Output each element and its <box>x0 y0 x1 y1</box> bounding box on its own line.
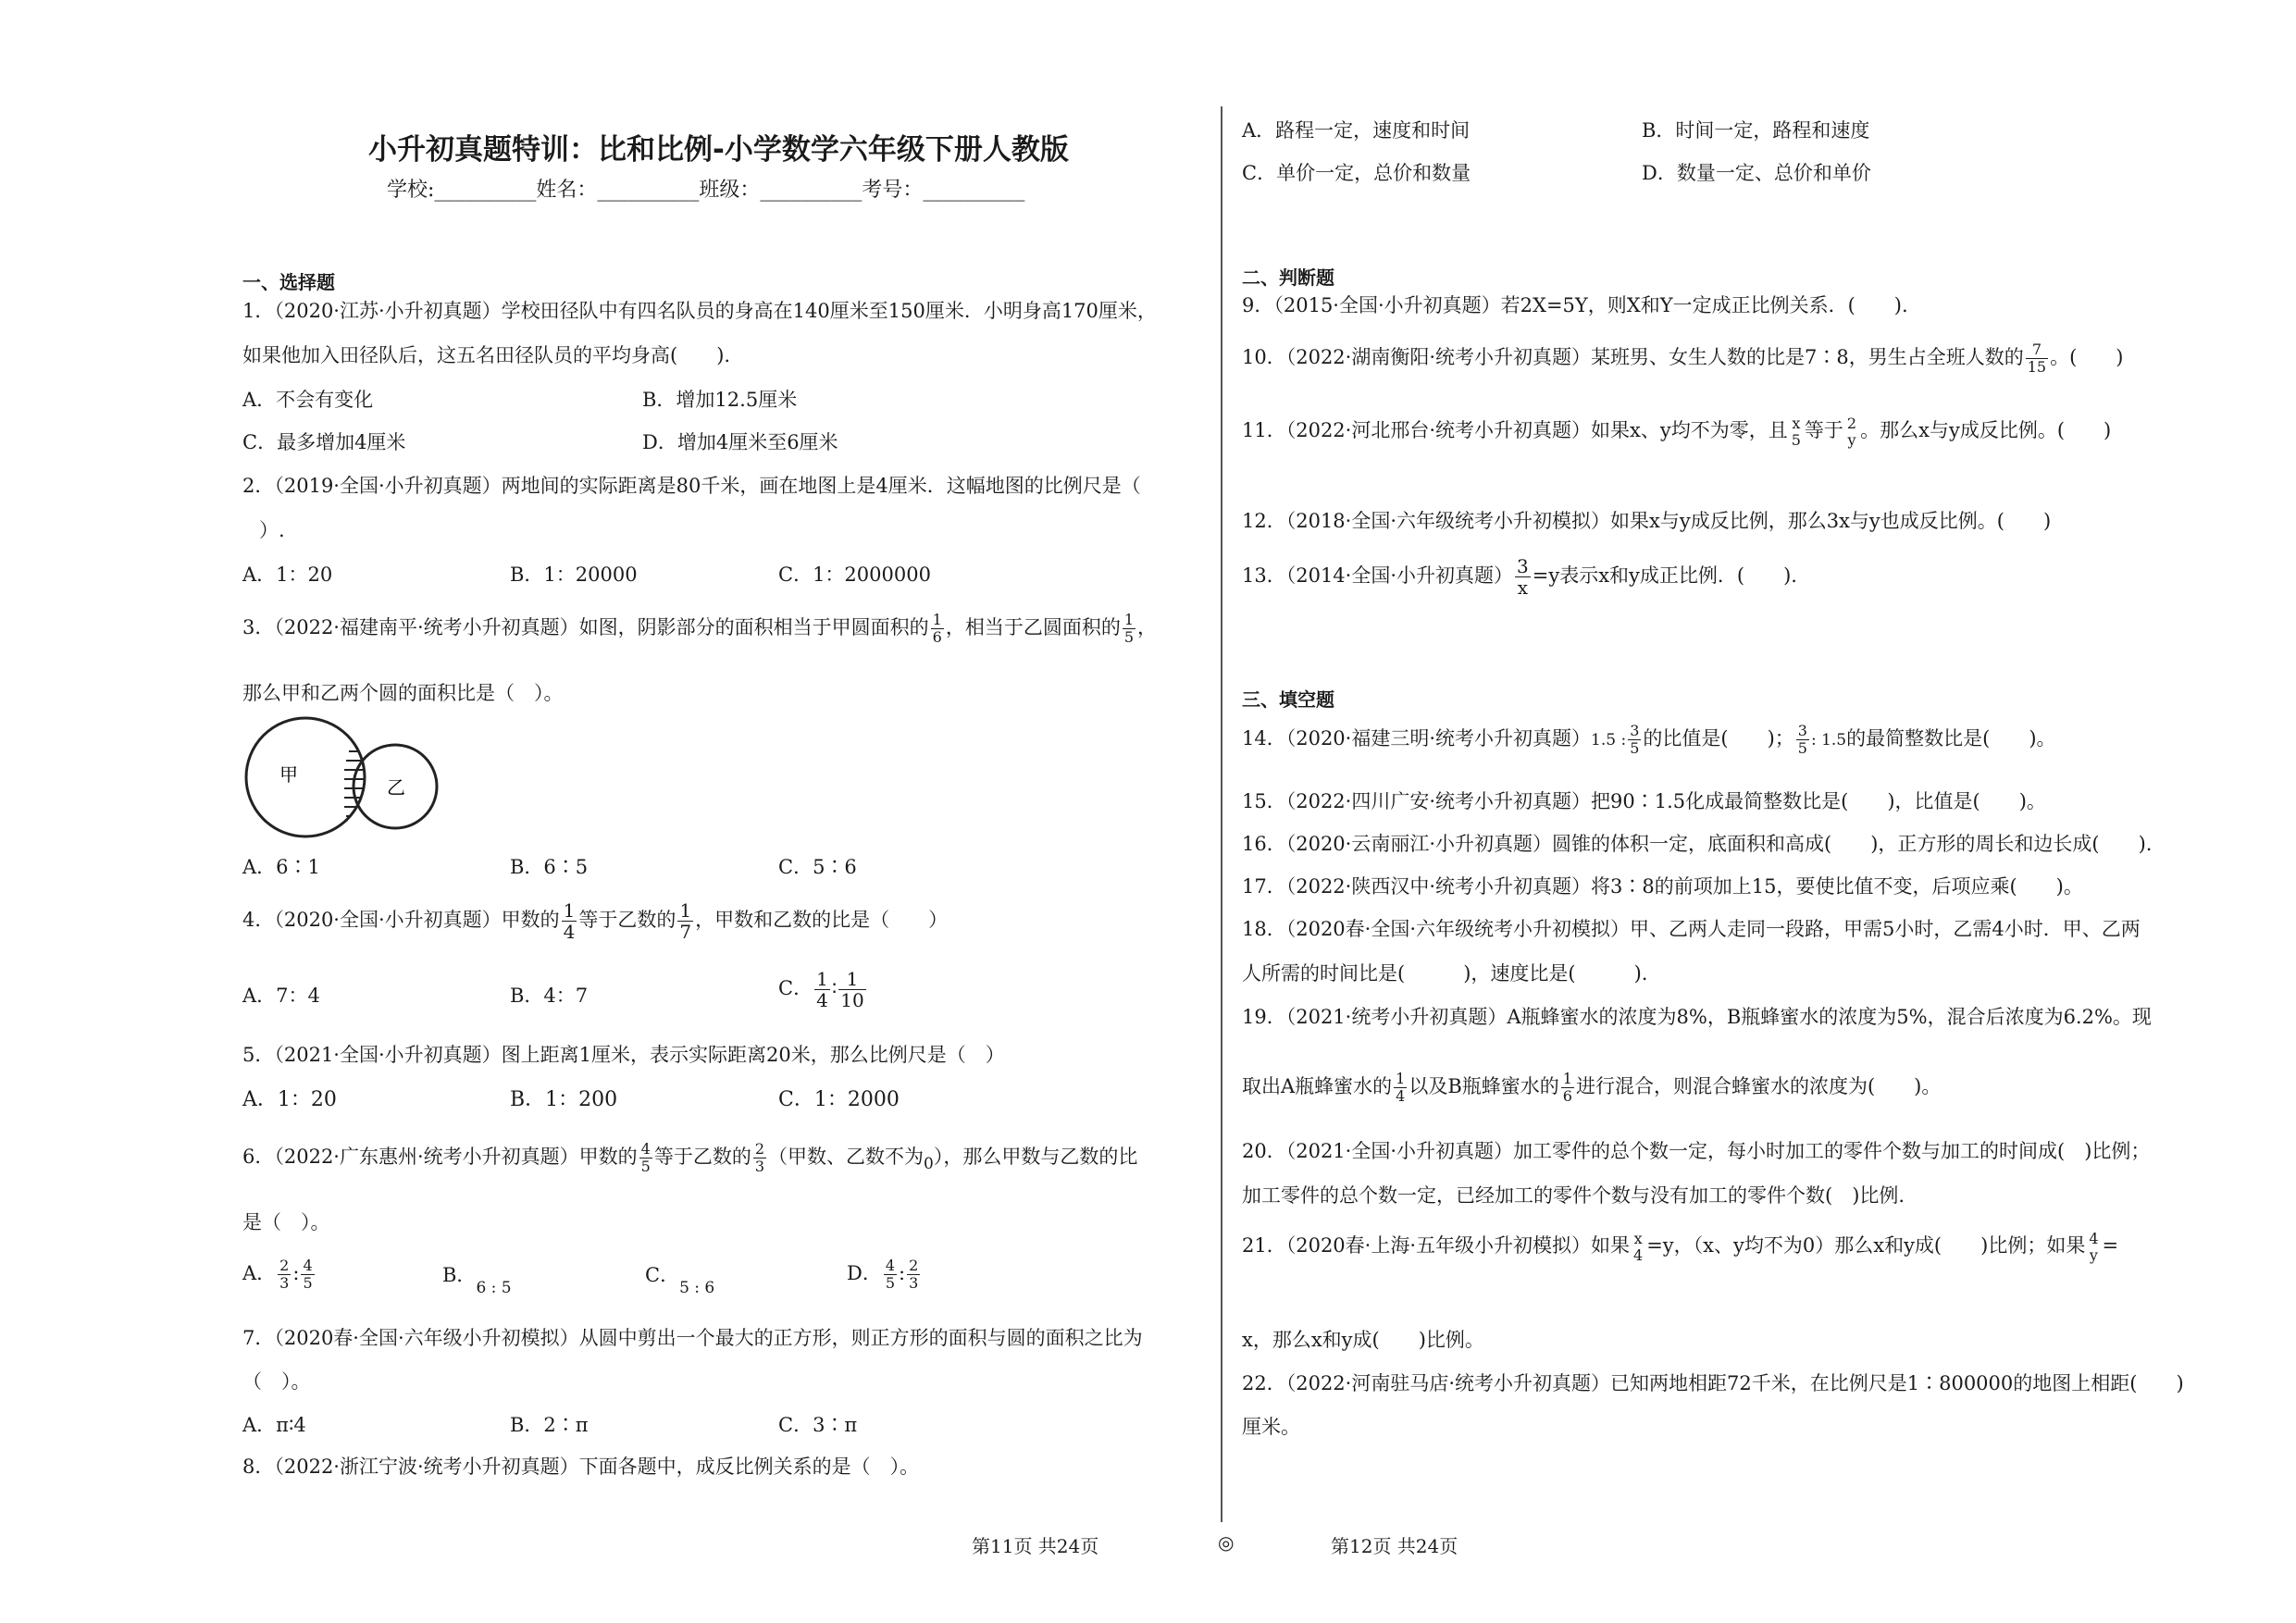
q1-stem-2: 如果他加入田径队后，这五名田径队员的平均身高( ). <box>242 344 731 366</box>
q7-option-a[interactable]: A．π∶4 <box>242 1414 306 1436</box>
q8-option-d[interactable]: D．数量一定、总价和单价 <box>1642 162 1871 184</box>
q18-stem-2: 人所需的时间比是( )，速度比是( ). <box>1242 962 1648 985</box>
q20-stem-2: 加工零件的总个数一定，已经加工的零件个数与没有加工的零件个数( )比例. <box>1242 1184 1905 1207</box>
q1-option-d[interactable]: D．增加4厘米至6厘米 <box>642 431 838 453</box>
q8-option-a[interactable]: A．路程一定，速度和时间 <box>1242 119 1471 142</box>
footer-page-right: 第12页 共24页 <box>1331 1535 1458 1557</box>
q1-option-b[interactable]: B．增加12.5厘米 <box>642 389 798 411</box>
q3-option-c[interactable]: C．5∶6 <box>778 856 857 878</box>
q7-option-b[interactable]: B．2∶π <box>510 1414 589 1436</box>
q1-stem: 1．（2020·江苏·小升初真题）学校田径队中有四名队员的身高在140厘米至150厘米．小明身高170厘米， <box>242 300 1157 322</box>
q2-option-b[interactable]: B．1：20000 <box>510 564 638 586</box>
section-choice-heading: 一、选择题 <box>242 271 335 293</box>
q12-stem: 12．（2018·全国·六年级统考小升初模拟）如果x与y成反比例，那么3x与y也成反比例。( ) <box>1242 510 2052 532</box>
q13-fraction: $\frac{3}{x}$ <box>1517 555 1529 599</box>
section-judge-heading: 二、判断题 <box>1242 266 1334 289</box>
circle-jia <box>246 718 365 836</box>
q5-option-b[interactable]: B．1：200 <box>510 1088 618 1111</box>
q3-venn-figure <box>242 714 439 840</box>
q19-stem: 19．（2021·统考小升初真题）A瓶蜂蜜水的浓度为8%，B瓶蜂蜜水的浓度为5%，混合后浓度为6.2%。现 <box>1242 1006 2152 1028</box>
q19-stem-2: 取出A瓶蜂蜜水的 $\frac{1}{4}$ 以及B瓶蜂蜜水的 $\frac{1}{6}$ 进行混合，则混合蜂蜜水的浓度为( )。 <box>1242 1070 1942 1105</box>
q5-stem: 5．（2021·全国·小升初真题）图上距离1厘米，表示实际距离20米，那么比例尺是（ ） <box>242 1044 1005 1066</box>
q6-fraction-1: $\frac{4}{5}$ <box>640 1140 651 1175</box>
q10-stem: 10．（2022·湖南衡阳·统考小升初真题）某班男、女生人数的比是7∶8，男生占全班人数的 $\frac{7}{15}$ 。( ) <box>1242 341 2124 376</box>
q5-option-c[interactable]: C．1：2000 <box>778 1088 900 1111</box>
q11-fraction-1: x 5 <box>1791 414 1801 449</box>
label-yi: 乙 <box>387 776 405 799</box>
q1-option-c[interactable]: C．最多增加4厘米 <box>242 431 406 453</box>
q16-stem: 16．（2020·云南丽江·小升初真题）圆锥的体积一定，底面积和高成( )，正方形的周长和边长成( ). <box>1242 833 2153 855</box>
q22-stem-2: 厘米。 <box>1242 1416 1300 1438</box>
q3-fraction-2: $\frac{1}{5}$ <box>1123 611 1135 646</box>
q3-stem-2: 那么甲和乙两个圆的面积比是（ ）。 <box>242 682 564 704</box>
label-jia: 甲 <box>279 763 298 786</box>
q4-fraction-1: $\frac{1}{4}$ <box>563 899 576 943</box>
q22-stem: 22．（2022·河南驻马店·统考小升初真题）已知两地相距72千米，在比例尺是1∶800000的地图上相距( ) <box>1242 1372 2184 1394</box>
q8-option-b[interactable]: B．时间一定，路程和速度 <box>1642 119 1870 142</box>
q9-stem: 9．（2015·全国·小升初真题）若2X=5Y，则X和Y一定成正比例关系．( ). <box>1242 294 1908 316</box>
q4-stem: 4．（2020·全国·小升初真题）甲数的 $\frac{1}{4}$ 等于乙数的 $\frac{1}{7}$ ，甲数和乙数的比是（ ） <box>242 899 949 943</box>
q6-option-b[interactable]: B．$_{6 : 5}$ <box>442 1264 512 1297</box>
q10-fraction: $\frac{7}{15}$ <box>2027 341 2047 376</box>
q1-option-a[interactable]: A．不会有变化 <box>242 389 374 411</box>
q4-option-a[interactable]: A．7：4 <box>242 985 320 1007</box>
q7-stem: 7．（2020春·全国·六年级小升初模拟）从圆中剪出一个最大的正方形，则正方形的面积与圆的面积之比为 <box>242 1327 1143 1349</box>
q3-option-b[interactable]: B．6∶5 <box>510 856 589 878</box>
q14-stem: 14．（2020·福建三明·统考小升初真题）1.5 : $\frac{3}{5}$ 的比值是( )； $\frac{3}{5}$ : 1.5的最简整数比是( )。 <box>1242 722 2056 757</box>
q20-stem: 20．（2021·全国·小升初真题）加工零件的总个数一定，每小时加工的零件个数与加工的时间成( )比例； <box>1242 1140 2151 1162</box>
q7-stem-2: （ ）。 <box>242 1370 311 1393</box>
q6-stem: 6．（2022·广东惠州·统考小升初真题）甲数的 $\frac{4}{5}$ 等于乙数的 $\frac{2}{3}$ （甲数、乙数不为$_0$），那么甲数与乙数的比 <box>242 1140 1138 1175</box>
q7-option-c[interactable]: C．3∶π <box>778 1414 858 1436</box>
q2-stem-2: ）. <box>259 519 285 541</box>
section-fill-heading: 三、填空题 <box>1242 688 1334 711</box>
page-title: 小升初真题特训：比和比例-小学数学六年级下册人教版 <box>368 133 1069 167</box>
q4-option-c[interactable]: C． $\frac{1}{4}$ ∶ $\frac{1}{10}$ <box>778 968 864 1011</box>
q6-fraction-2: $\frac{2}{3}$ <box>754 1140 765 1175</box>
column-divider <box>1221 106 1222 1522</box>
q11-stem: 11．（2022·河北邢台·统考小升初真题）如果x、y均不为零，且 x 5 等于 2 y 。那么x与y成反比例。( ) <box>1242 414 2112 449</box>
q13-stem: 13．（2014·全国·小升初真题） $\frac{3}{x}$ =y表示x和y成正比例．( ). <box>1242 555 1797 599</box>
q15-stem: 15．（2022·四川广安·统考小升初真题）把90∶1.5化成最简整数比是( )，比值是( )。 <box>1242 790 2046 812</box>
q2-option-c[interactable]: C．1：2000000 <box>778 564 931 586</box>
q21-stem: 21．（2020春·上海·五年级小升初模拟）如果 x 4 =y，（x、y均不为0）那么x和y成( )比例；如果 4 y = <box>1242 1229 2119 1264</box>
q11-fraction-2: 2 y <box>1846 414 1857 449</box>
q2-option-a[interactable]: A．1：20 <box>242 564 333 586</box>
student-info-line: 学校:__________姓名：__________班级：__________考号：__________ <box>387 179 1025 202</box>
q6-option-a[interactable]: A． $\frac{2}{3}$ : $\frac{4}{5}$ <box>242 1257 313 1292</box>
q17-stem: 17．（2022·陕西汉中·统考小升初真题）将3∶8的前项加上15，要使比值不变，后项应乘( )。 <box>1242 875 2083 898</box>
q2-stem: 2．（2019·全国·小升初真题）两地间的实际距离是80千米，画在地图上是4厘米．这幅地图的比例尺是（ <box>242 475 1141 497</box>
q3-option-a[interactable]: A．6∶1 <box>242 856 320 878</box>
q3-stem: 3．（2022·福建南平·统考小升初真题）如图，阴影部分的面积相当于甲圆面积的 $\frac{1}{6}$ ，相当于乙圆面积的 $\frac{1}{5}$ ， <box>242 611 1158 646</box>
footer-page-left: 第11页 共24页 <box>972 1535 1099 1557</box>
q4-option-b[interactable]: B．4：7 <box>510 985 589 1007</box>
q8-stem: 8．（2022·浙江宁波·统考小升初真题）下面各题中，成反比例关系的是（ ）。 <box>242 1456 920 1478</box>
footer-center-mark: ◎ <box>1218 1531 1235 1554</box>
q18-stem: 18．（2020春·全国·六年级统考小升初模拟）甲、乙两人走同一段路，甲需5小时，乙需4小时．甲、乙两 <box>1242 918 2141 940</box>
q6-option-c[interactable]: C．$_{5 : 6}$ <box>645 1264 715 1297</box>
q8-option-c[interactable]: C．单价一定，总价和数量 <box>1242 162 1471 184</box>
q3-fraction-1: $\frac{1}{6}$ <box>932 611 942 646</box>
q4-fraction-2: $\frac{1}{7}$ <box>679 899 692 943</box>
q6-option-d[interactable]: D． $\frac{4}{5}$ : $\frac{2}{3}$ <box>847 1257 919 1292</box>
q5-option-a[interactable]: A．1：20 <box>242 1088 337 1111</box>
q6-stem-2: 是（ ）。 <box>242 1211 330 1233</box>
q21-stem-2: x，那么x和y成( )比例。 <box>1242 1329 1484 1351</box>
